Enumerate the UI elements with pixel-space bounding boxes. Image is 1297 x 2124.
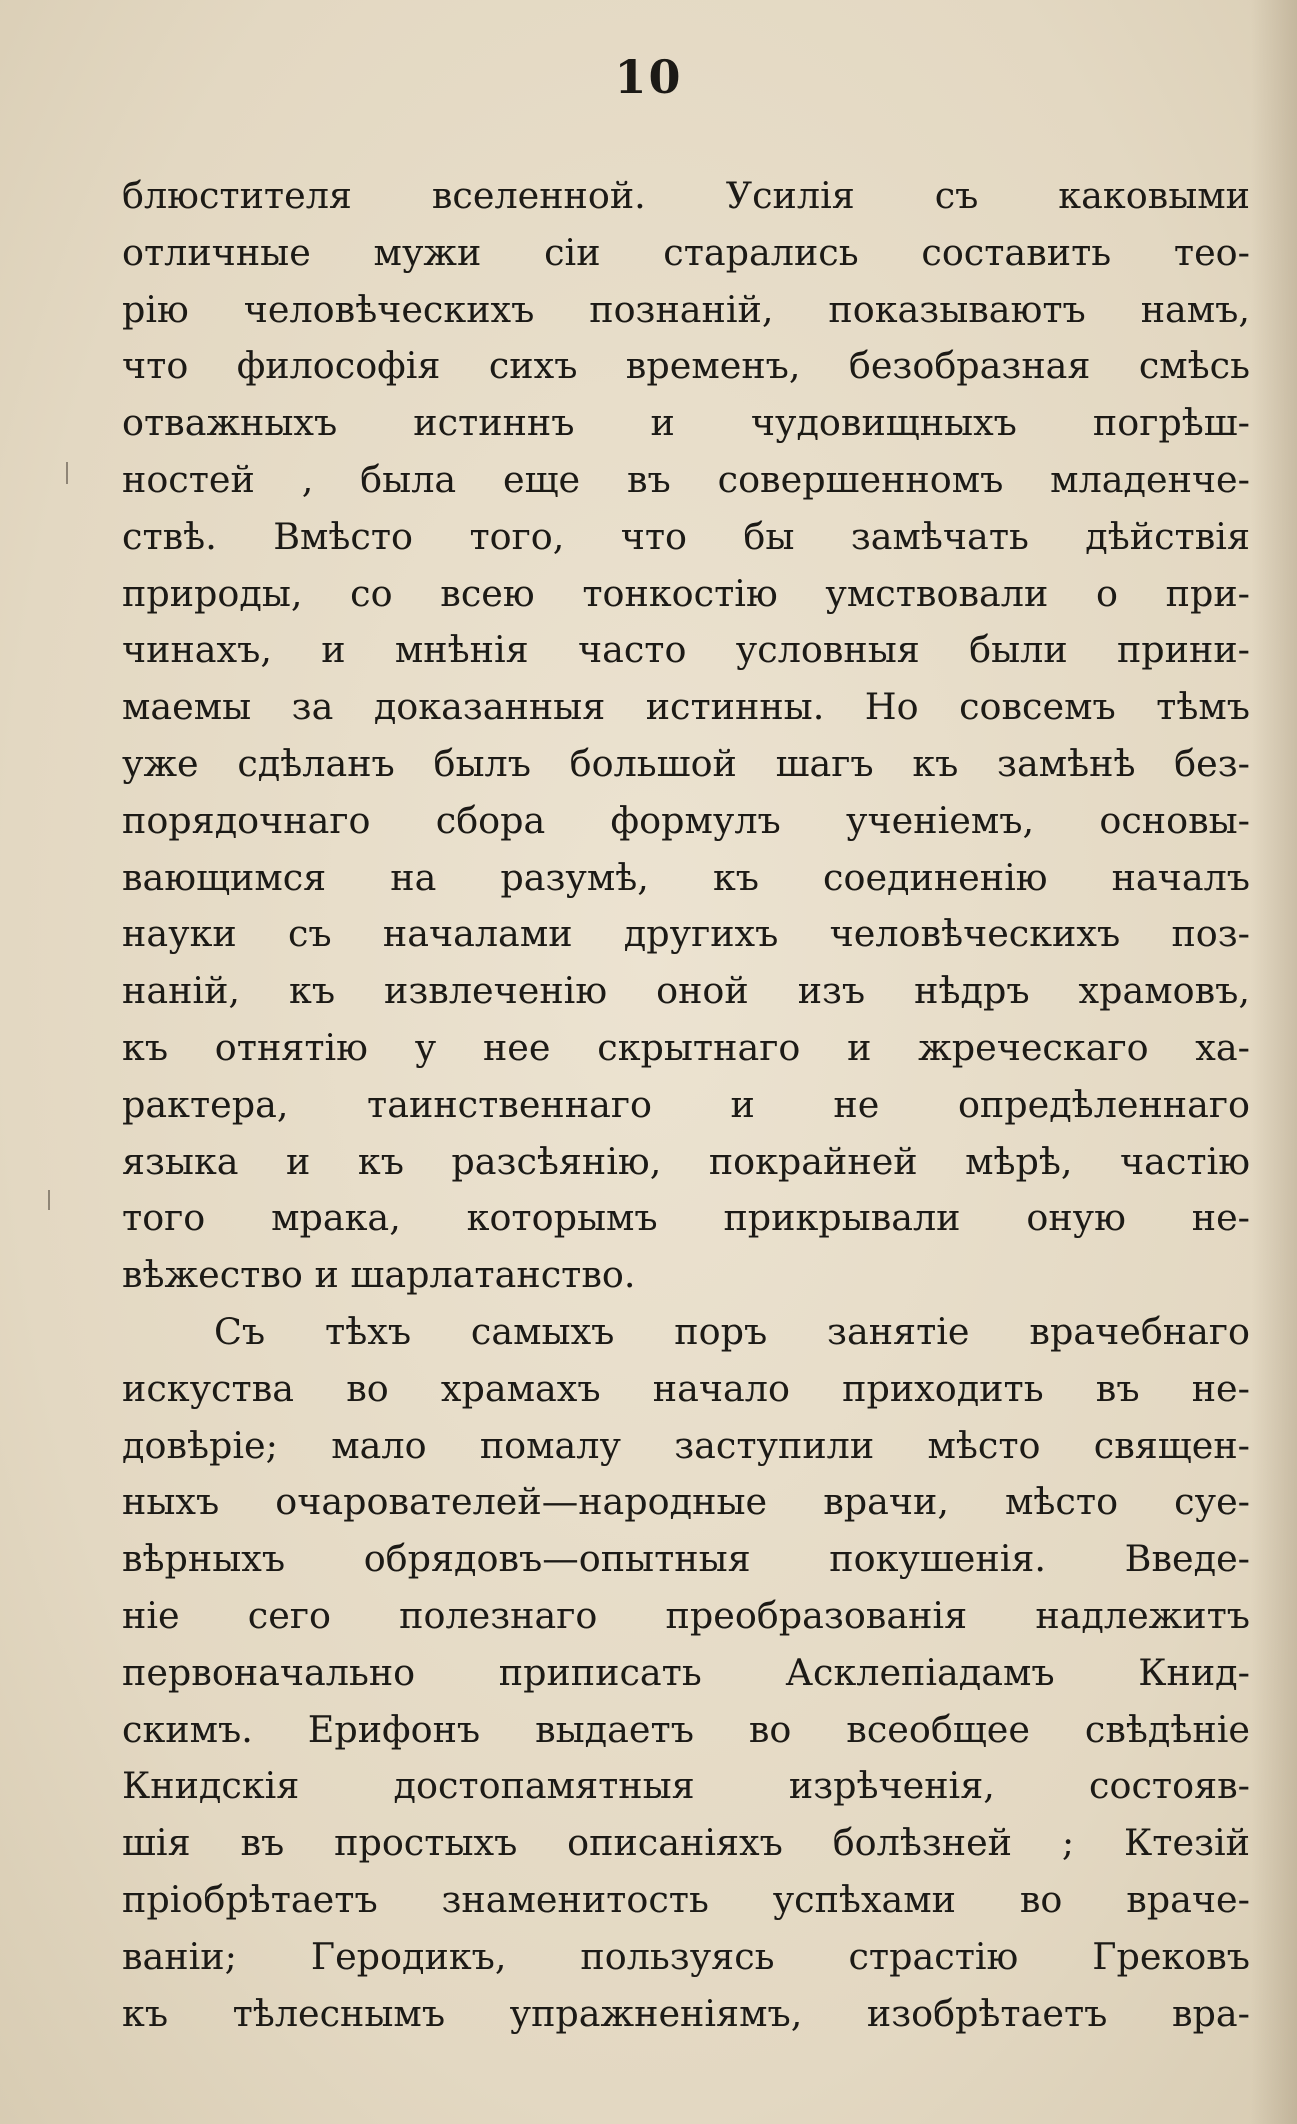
text-line: пріобрѣтаетъ знаменитость успѣхами во враче- xyxy=(122,1877,1250,1921)
paragraph-start-line: Съ тѣхъ самыхъ поръ занятіе врачебнаго xyxy=(214,1309,1250,1353)
text-line: вѣрныхъ обрядовъ—опытныя покушенія. Введе- xyxy=(122,1537,1250,1581)
margin-mark xyxy=(66,462,68,484)
text-line: уже сдѣланъ былъ большой шагъ къ замѣнѣ без- xyxy=(122,741,1250,785)
text-line: ваніи; Геродикъ, пользуясь страстію Грековъ xyxy=(122,1934,1250,1978)
text-line: отличные мужи сіи старались составить тео- xyxy=(122,230,1250,274)
text-line: ствѣ. Вмѣсто того, что бы замѣчать дѣйствія xyxy=(122,514,1250,558)
text-line: что философія сихъ временъ, безобразная смѣсь xyxy=(122,344,1250,388)
text-line: рактера, таинственнаго и не опредѣленнаго xyxy=(122,1082,1250,1126)
text-line: вающимся на разумѣ, къ соединенію началъ xyxy=(122,855,1250,899)
text-line: отважныхъ истиннъ и чудовищныхъ погрѣш- xyxy=(122,401,1250,445)
text-line: Книдскія достопамятныя изрѣченія, состояв- xyxy=(122,1764,1250,1808)
margin-mark xyxy=(48,1190,50,1210)
text-line: порядочнаго сбора формулъ ученіемъ, основы- xyxy=(122,798,1250,842)
text-line: къ тѣлеснымъ упражненіямъ, изобрѣтаетъ вра- xyxy=(122,1991,1250,2035)
text-line: маемы за доказанныя истинны. Но совсемъ тѣмъ xyxy=(122,685,1250,729)
text-line: наній, къ извлеченію оной изъ нѣдръ храмовъ, xyxy=(122,969,1250,1013)
page-number: 10 xyxy=(614,50,683,104)
body-text xyxy=(122,168,1250,2042)
text-line: рію человѣческихъ познаній, показываютъ намъ, xyxy=(122,287,1250,331)
page-edge-shadow xyxy=(1251,0,1297,2124)
text-line: ностей , была еще въ совершенномъ младенче- xyxy=(122,457,1250,501)
text-line: блюстителя вселенной. Усилія съ каковыми xyxy=(122,174,1250,217)
text-line: первоначально приписать Асклепіадамъ Книд- xyxy=(122,1650,1250,1694)
text-line: искуства во храмахъ начало приходить въ не- xyxy=(122,1366,1250,1410)
text-line: ніе сего полезнаго преобразованія надлежитъ xyxy=(122,1593,1250,1637)
text-line: науки съ началами другихъ человѣческихъ поз- xyxy=(122,912,1250,956)
paragraph-end-line: вѣжество и шарлатанство. xyxy=(122,1253,636,1297)
text-line: къ отнятію у нее скрытнаго и жреческаго ха- xyxy=(122,1025,1250,1069)
text-line: природы, со всею тонкостію умствовали о при- xyxy=(122,571,1250,615)
text-line: скимъ. Ерифонъ выдаетъ во всеобщее свѣдѣніе xyxy=(122,1707,1250,1751)
text-line: шія въ простыхъ описаніяхъ болѣзней ; Ктезій xyxy=(122,1821,1250,1865)
text-line: чинахъ, и мнѣнія часто условныя были прини- xyxy=(122,628,1250,672)
text-line: языка и къ разсѣянію, покрайней мѣрѣ, частію xyxy=(122,1139,1250,1183)
text-line: того мрака, которымъ прикрывали оную не- xyxy=(122,1196,1250,1240)
text-line: ныхъ очарователей—народные врачи, мѣсто суе- xyxy=(122,1480,1250,1524)
text-line: довѣріе; мало помалу заступили мѣсто священ- xyxy=(122,1423,1250,1467)
